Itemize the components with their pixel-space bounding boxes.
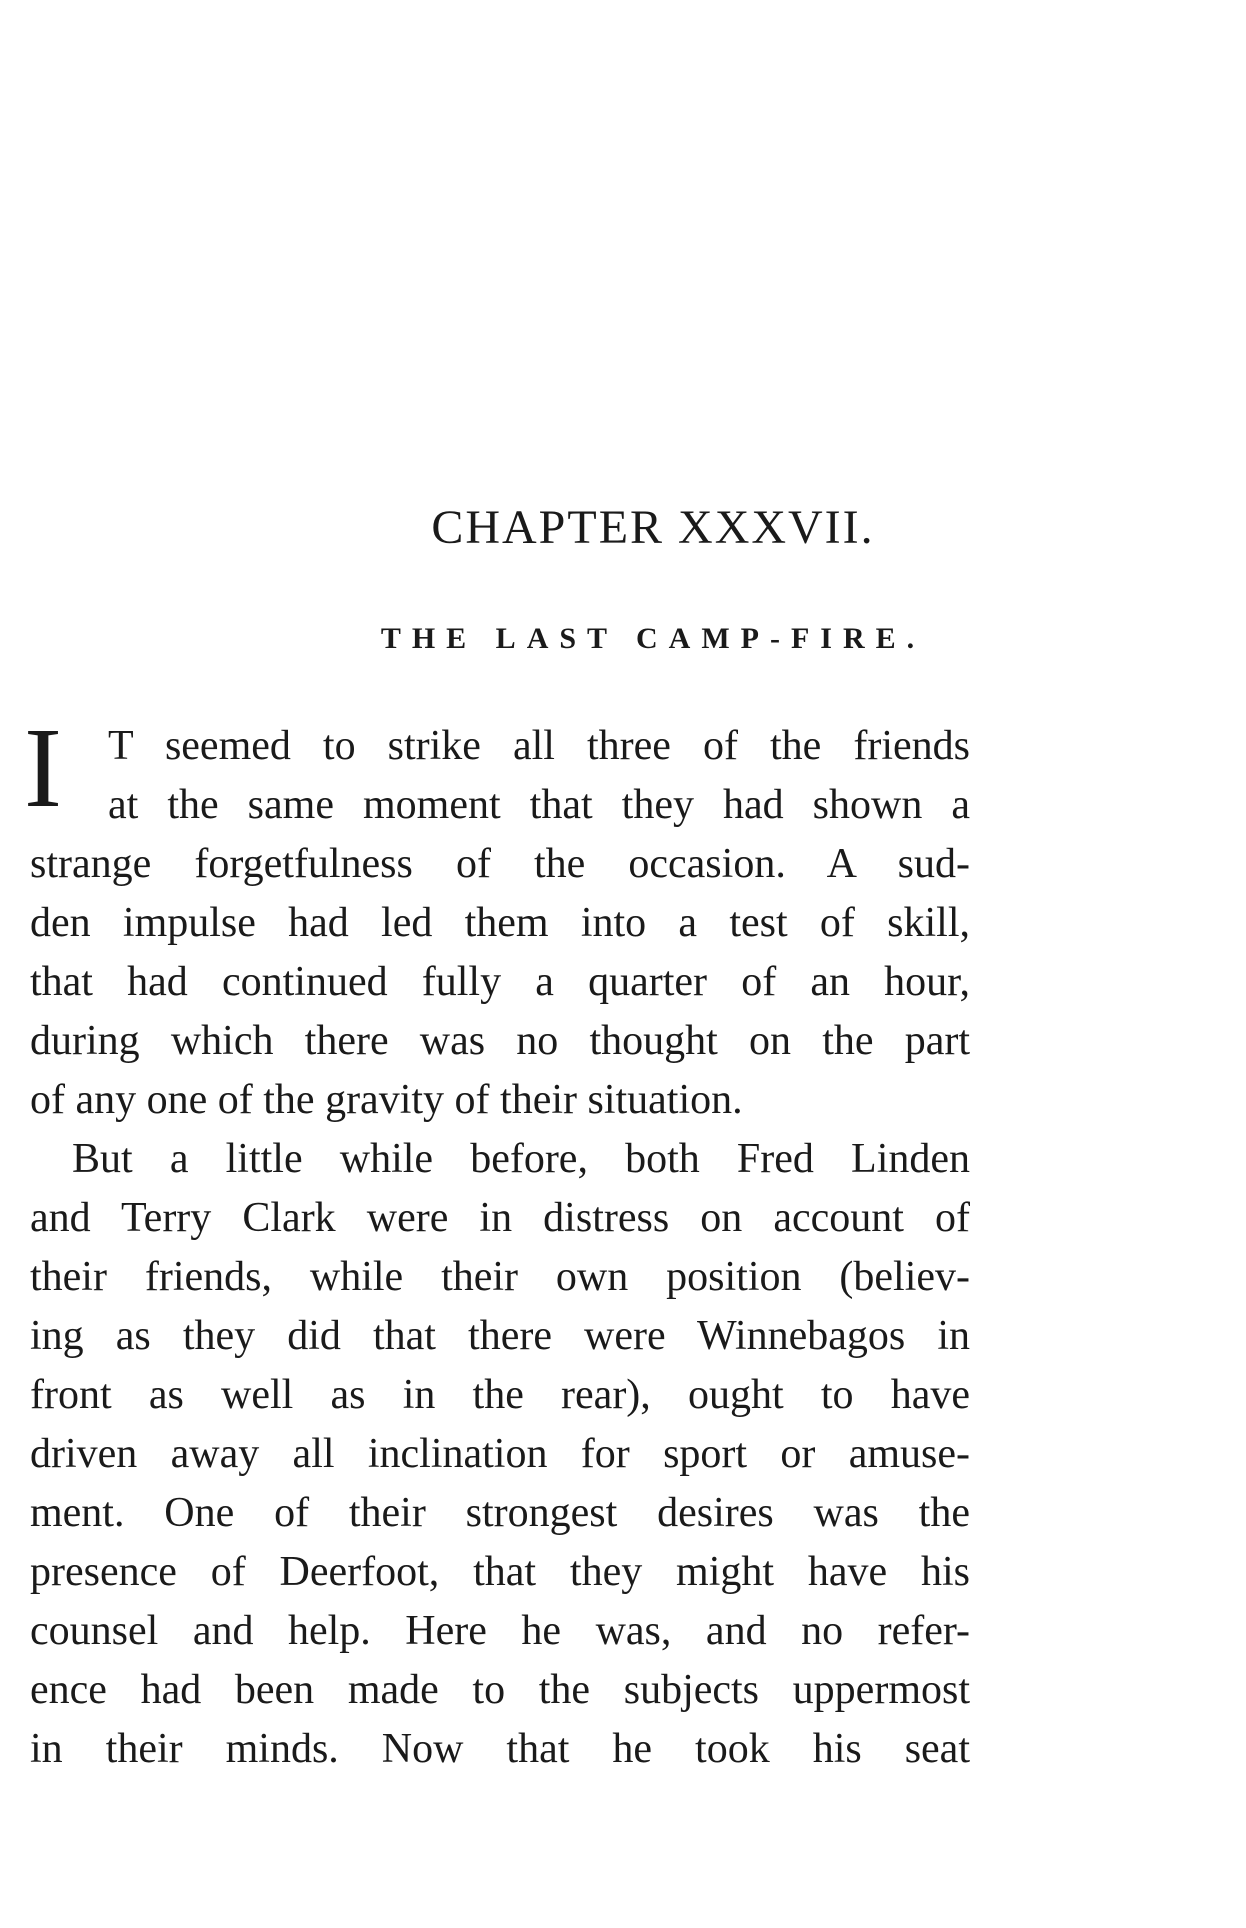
text-line: their friends, while their own position (believ-: [30, 1254, 970, 1300]
paragraph-2: [30, 1130, 970, 1779]
text-line: in their minds. Now that he took his seat: [30, 1726, 970, 1772]
text-line: presence of Deerfoot, that they might have his: [30, 1549, 970, 1595]
text-line: that had continued fully a quarter of an hour,: [30, 959, 970, 1005]
text-line: at the same moment that they had shown a: [108, 782, 970, 828]
chapter-title: CHAPTER XXXVII.: [431, 501, 875, 554]
text-line: counsel and help. Here he was, and no refer-: [30, 1608, 970, 1654]
text-line: ing as they did that there were Winnebagos in: [30, 1313, 970, 1359]
chapter-subtitle: THE LAST CAMP-FIRE.: [380, 622, 926, 655]
drop-cap-letter: I: [24, 704, 62, 831]
text-line: T seemed to strike all three of the friends: [108, 723, 970, 769]
text-line: during which there was no thought on the part: [30, 1018, 970, 1064]
text-line: of any one of the gravity of their situation.: [30, 1077, 743, 1123]
text-line: ence had been made to the subjects uppermost: [30, 1667, 970, 1713]
text-line: den impulse had led them into a test of skill,: [30, 900, 970, 946]
text-line: strange forgetfulness of the occasion. A sud-: [30, 841, 970, 887]
paragraph-1: [24, 704, 970, 1130]
text-line: front as well as in the rear), ought to have: [30, 1372, 970, 1418]
text-line: driven away all inclination for sport or amuse-: [30, 1431, 970, 1477]
body-text: [24, 704, 970, 1779]
text-line: and Terry Clark were in distress on account of: [30, 1195, 970, 1241]
text-line: ment. One of their strongest desires was the: [30, 1490, 970, 1536]
text-line: But a little while before, both Fred Linden: [72, 1136, 970, 1182]
